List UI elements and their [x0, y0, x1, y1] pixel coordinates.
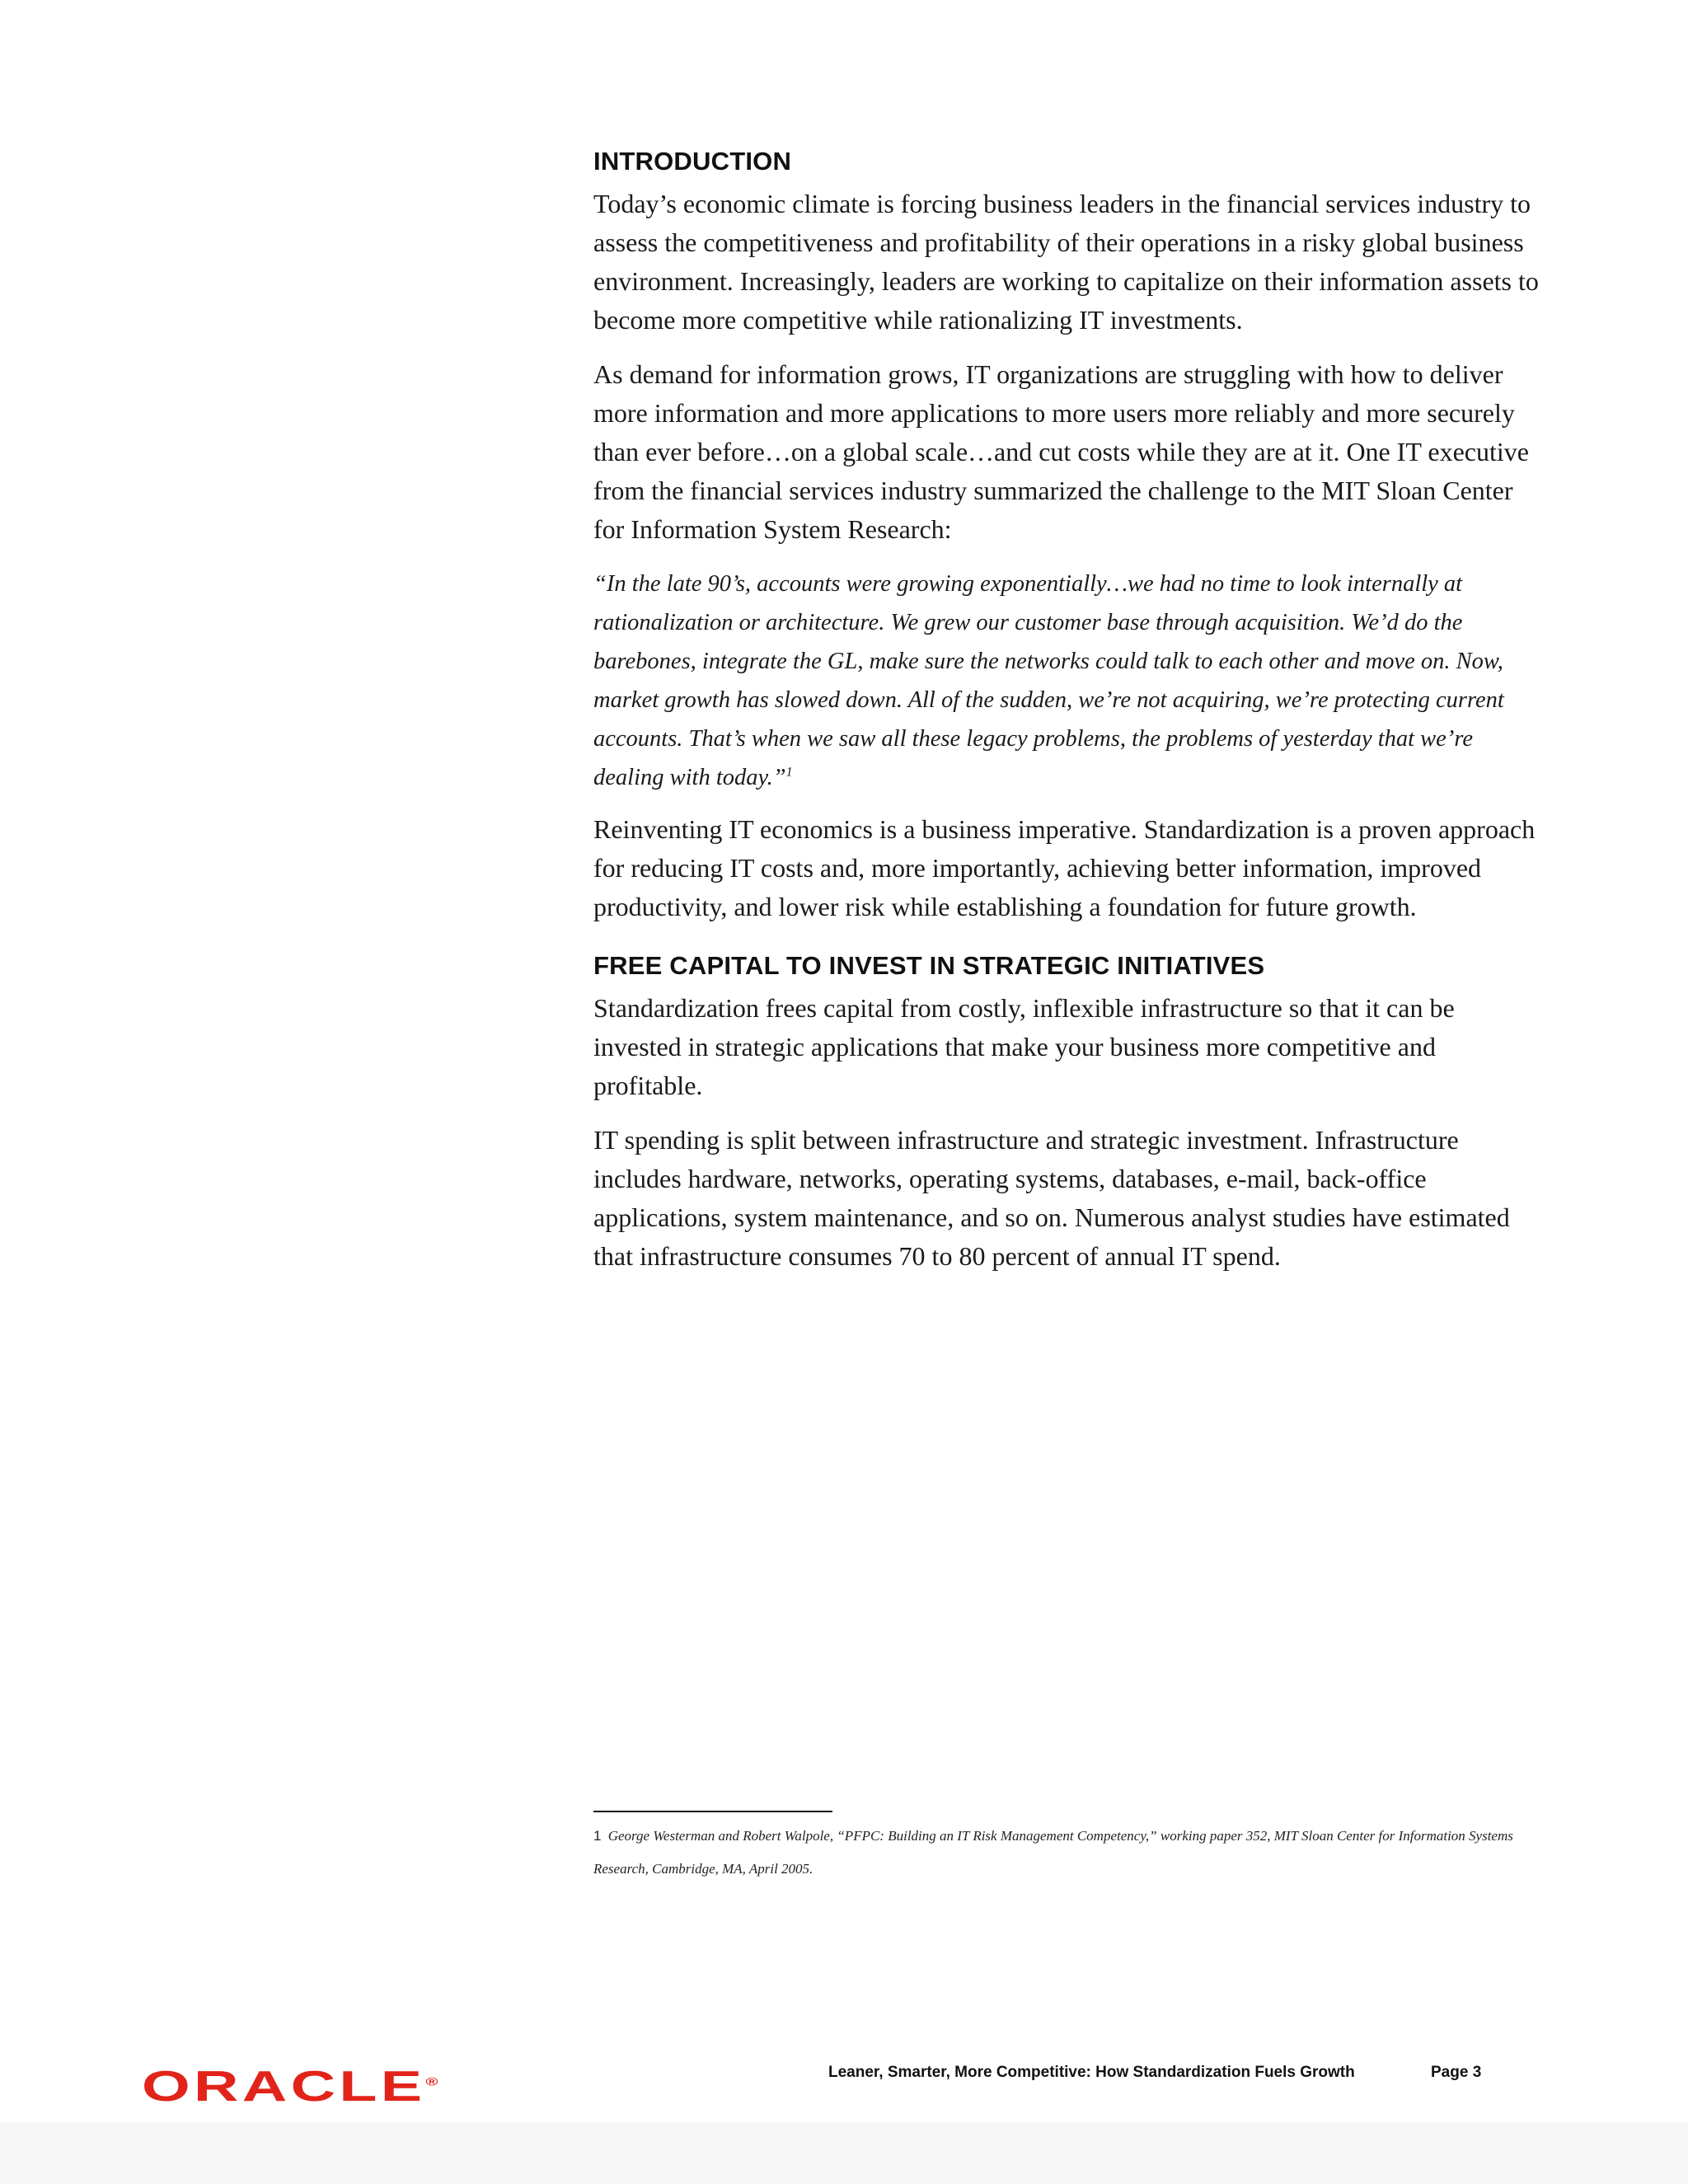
section-heading-free-capital: FREE CAPITAL TO INVEST IN STRATEGIC INITIATIVES	[593, 951, 1265, 980]
paragraph: As demand for information grows, IT organizations are struggling with how to deliver more information and more applications to more users more reliably and more securely than ever before…on a global scale…and cut costs while they are at it. One IT executive from the financial services industry summarized the challenge to the MIT Sloan Center for Information System Research:	[593, 359, 1529, 544]
document-body	[593, 147, 1541, 1291]
footnote-text: George Westerman and Robert Walpole, “PFPC: Building an IT Risk Management Competency,” working paper 352, MIT Sloan Center for Information Systems Research, Cambridge, MA, April 2005.	[593, 1828, 1513, 1877]
paragraph: Reinventing IT economics is a business imperative. Standardization is a proven approach for reducing IT costs and, more importantly, achieving better information, improved productivity, and lower risk while establishing a foundation for future growth.	[593, 814, 1536, 921]
footnote-number: 1	[593, 1828, 602, 1844]
paragraph: Today’s economic climate is forcing business leaders in the financial services industry to assess the competitiveness and profitability of their operations in a risky global business environment. Increasingly, leaders are working to capitalize on their information assets to become more competitive while rationalizing IT investments.	[593, 189, 1539, 335]
block-quote	[593, 565, 1541, 797]
paragraph: Standardization frees capital from costly, inflexible infrastructure so that it can be invested in strategic applications that make your business more competitive and profitable.	[593, 993, 1455, 1100]
registered-mark: ®	[425, 2074, 438, 2088]
section-heading-introduction: INTRODUCTION	[593, 147, 792, 176]
page-bottom-shade	[0, 2122, 1688, 2184]
oracle-logo	[142, 2062, 438, 2111]
footnote	[593, 1820, 1541, 1886]
footer-document-title: Leaner, Smarter, More Competitive: How Standardization Fuels Growth	[828, 2064, 1355, 2081]
footnote-divider	[593, 1811, 832, 1812]
page-number: Page 3	[1431, 2064, 1482, 2081]
section-free-capital	[593, 951, 1541, 1276]
footnote-reference[interactable]: 1	[785, 765, 793, 780]
logo-wordmark: ORACLE	[142, 2063, 426, 2111]
quote-text: “In the late 90’s, accounts were growing exponentially…we had no time to look internally at rationalization or architecture. We grew our customer base through acquisition. We’d do the barebones, integrate the GL, make sure the networks could talk to each other and move on. Now, market growth has slowed down. All of the sudden, we’re not acquiring, we’re protecting current accounts. That’s when we saw all these legacy problems, the problems of yesterday that we’re dealing with today.”	[593, 571, 1504, 790]
paragraph: IT spending is split between infrastructure and strategic investment. Infrastructure includes hardware, networks, operating systems, databases, e-mail, back-office applications, system maintenance, and so on. Numerous analyst studies have estimated that infrastructure consumes 70 to 80 percent of annual IT spend.	[593, 1125, 1510, 1271]
